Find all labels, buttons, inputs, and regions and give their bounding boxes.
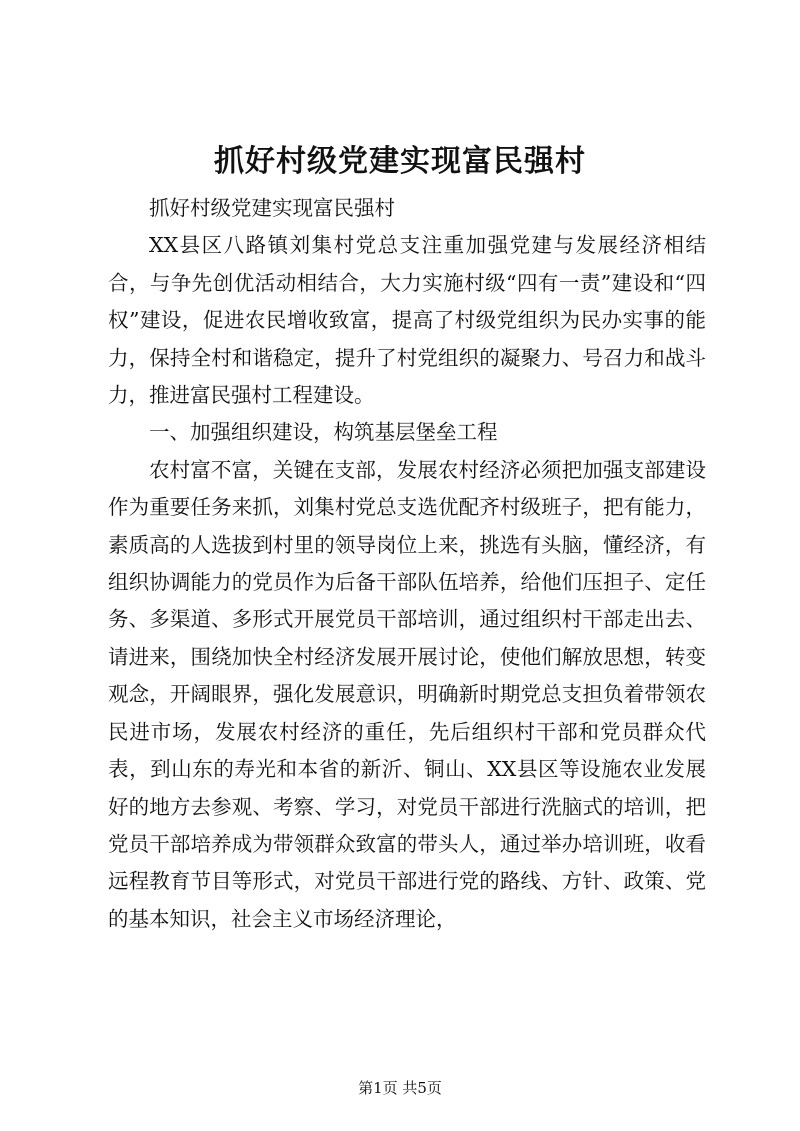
paragraph-subtitle: 抓好村级党建实现富民强村 [149, 196, 395, 220]
paragraph-body: 农村富不富，关键在支部，发展农村经济必须把加强支部建设作为重要任务来抓，刘集村党总支选优配齐村级班子，把有能力，素质高的人选拔到村里的领导岗位上来，挑选有头脑，懂经济，有组织协调能力的党员作为后备干部队伍培养，给他们压担子、定任务、多渠道、多形式开展党员干部培训，通过组织村干部走出去、请进来，围绕加快全村经济发展开展讨论，使他们解放思想，转变观念，开阔眼界，强化发展意识，明确新时期党总支担负着带领农民进市场，发展农村经济的重任，先后组织村干部和党员群众代表，到山东的寿光和本省的新沂、铜山、XX县区等设施农业发展好的地方去参观、考察、学习，对党员干部进行洗脑式的培训，把党员干部培养成为带领群众致富的带头人，通过举办培训班，收看远程教育节目等形式，对党员干部进行党的路线、方针、政策、党的基本知识，社会主义市场经济理论， [108, 457, 706, 931]
document-body [108, 190, 706, 938]
section-heading: 一、加强组织建设，构筑基层堡垒工程 [149, 420, 498, 445]
page-footer: 第1页 共5页 [358, 1079, 442, 1097]
paragraph-intro: XX县区八路镇刘集村党总支注重加强党建与发展经济相结合，与争先创优活动相结合，大力实施村级“四有一责”建设和“四权”建设，促进农民增收致富，提高了村级党组织为民办实事的能力，保持全村和谐稳定，提升了村党组织的凝聚力、号召力和战斗力，推进富民强村工程建设。 [108, 233, 706, 408]
document-title: 抓好村级党建实现富民强村 [214, 144, 586, 179]
